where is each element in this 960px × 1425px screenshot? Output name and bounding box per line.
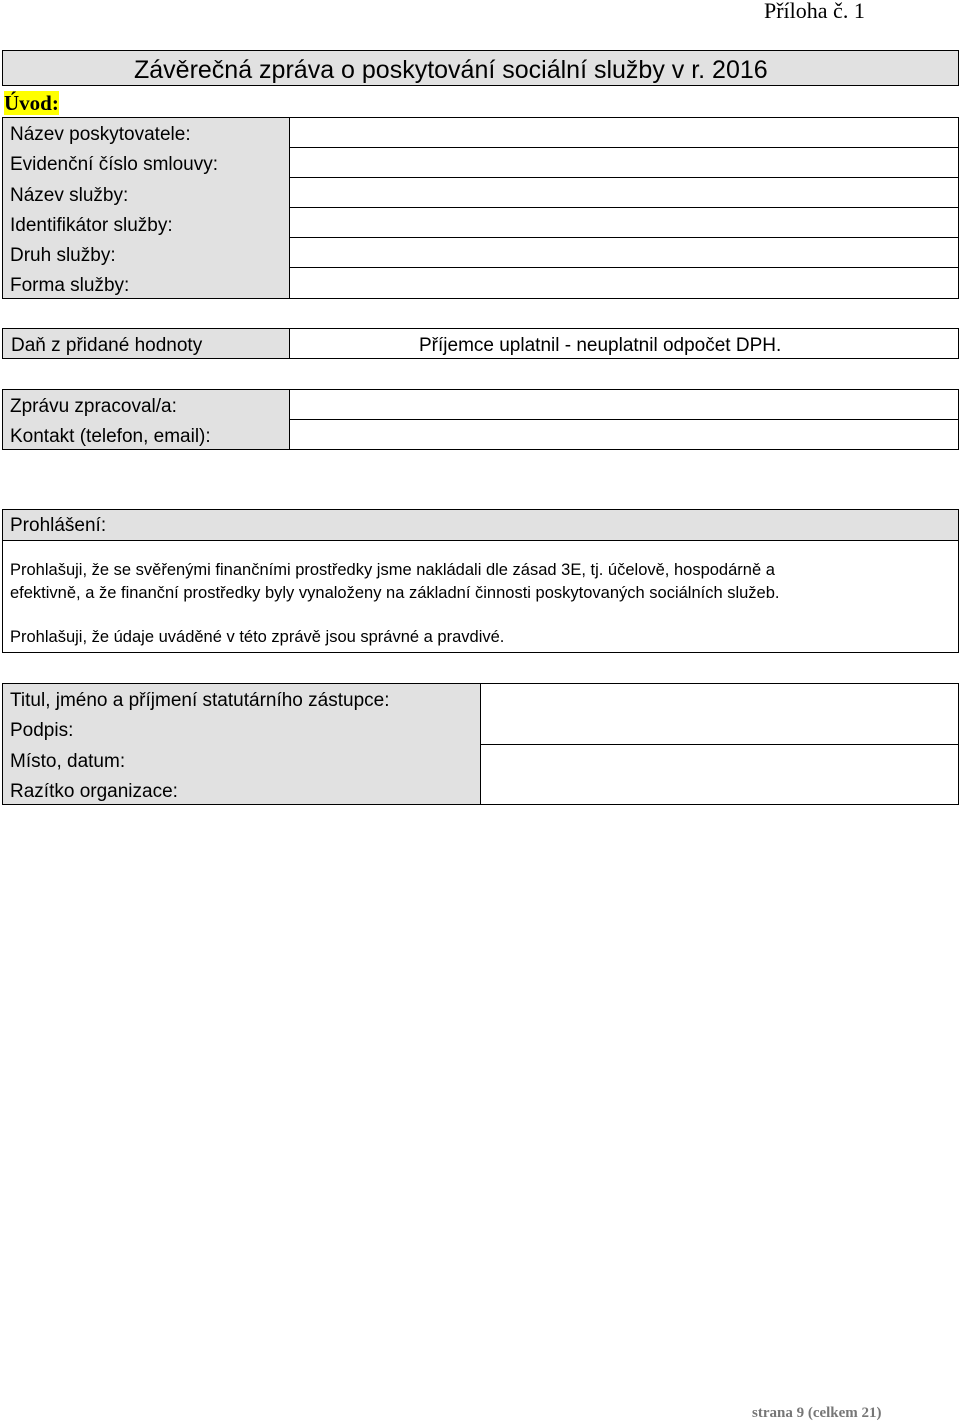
service-form-label: Forma služby: bbox=[10, 275, 130, 296]
declaration-line-2: efektivně, a že finanční prostředky byly vynaloženy na základní činnosti poskytovaných sociálních služeb. bbox=[10, 584, 780, 602]
service-id-label: Identifikátor služby: bbox=[10, 215, 173, 236]
page-title: Závěrečná zpráva o poskytování sociální služby v r. 2016 bbox=[134, 56, 768, 84]
intro-label: Úvod: bbox=[4, 91, 59, 115]
signature-label: Podpis: bbox=[10, 720, 74, 741]
place-date-label: Místo, datum: bbox=[10, 751, 126, 772]
author-values[interactable] bbox=[289, 389, 959, 450]
declaration-heading: Prohlášení: bbox=[10, 515, 107, 536]
annex-label: Příloha č. 1 bbox=[764, 0, 865, 23]
service-type-label: Druh služby: bbox=[10, 245, 116, 266]
page-number: strana 9 (celkem 21) bbox=[752, 1405, 882, 1421]
provider-values[interactable] bbox=[289, 117, 959, 299]
title-bar bbox=[2, 50, 959, 86]
vat-label-cell bbox=[2, 328, 290, 359]
declaration-line-3: Prohlašuji, že údaje uváděné v této zprávě jsou správné a pravdivé. bbox=[10, 628, 505, 646]
representative-label: Titul, jméno a příjmení statutárního zástupce: bbox=[10, 690, 390, 711]
vat-label: Daň z přidané hodnoty bbox=[11, 335, 203, 356]
contact-label: Kontakt (telefon, email): bbox=[10, 426, 211, 447]
signature-values[interactable] bbox=[480, 683, 959, 805]
provider-name-label: Název poskytovatele: bbox=[10, 124, 191, 145]
declaration-line-1: Prohlašuji, že se svěřenými finančními prostředky jsme nakládali dle zásad 3E, tj. účelově, hospodárně a bbox=[10, 561, 775, 579]
vat-value-cell[interactable] bbox=[289, 328, 959, 359]
vat-value: Příjemce uplatnil - neuplatnil odpočet DPH. bbox=[419, 335, 782, 356]
contract-number-label: Evidenční číslo smlouvy: bbox=[10, 154, 219, 175]
stamp-label: Razítko organizace: bbox=[10, 781, 178, 802]
author-label: Zprávu zpracoval/a: bbox=[10, 396, 177, 417]
service-name-label: Název služby: bbox=[10, 185, 129, 206]
